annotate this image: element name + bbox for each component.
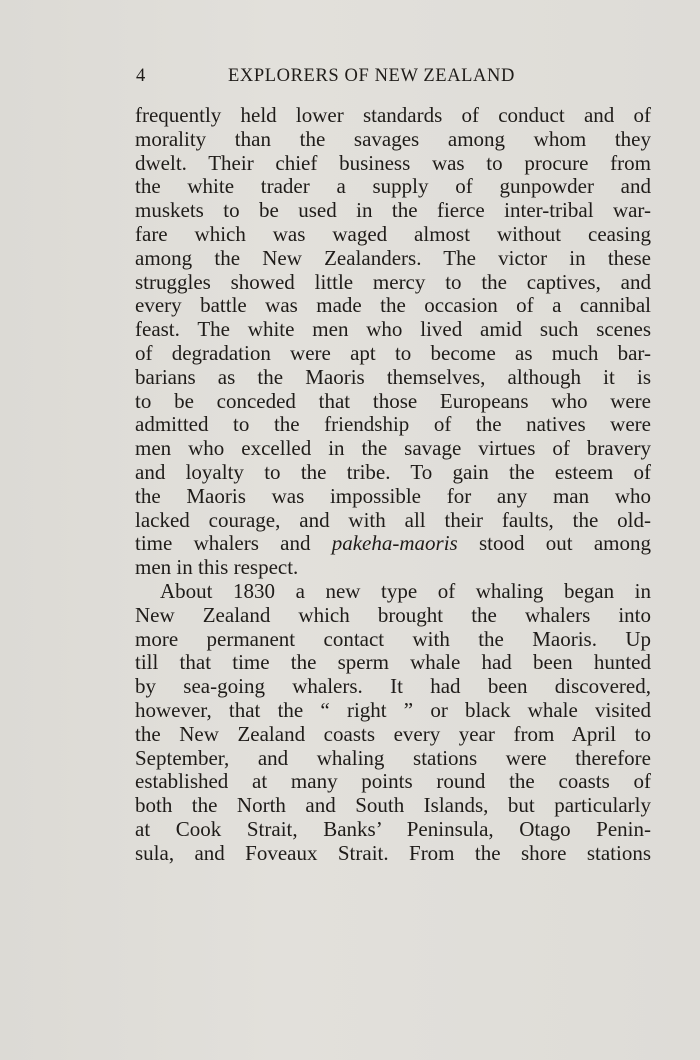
text-line: more permanent contact with the Maoris. Up (135, 626, 651, 651)
text-line: of degradation were apt to become as much bar- (135, 340, 651, 365)
text-line: and loyalty to the tribe. To gain the esteem of (135, 459, 651, 484)
page-header (136, 66, 650, 92)
text-line: New Zealand which brought the whalers into (135, 602, 651, 627)
text-line: men who excelled in the savage virtues of bravery (135, 436, 651, 461)
text-line: feast. The white men who lived amid such scenes (135, 317, 651, 342)
page-number: 4 (136, 66, 146, 86)
text-line: established at many points round the coasts of (135, 769, 651, 794)
text-line: both the North and South Islands, but particularly (135, 793, 651, 818)
text-line: admitted to the friendship of the natives were (135, 412, 651, 437)
text-segment: stood out among (457, 531, 651, 556)
text-line: the white trader a supply of gunpowder and (135, 174, 651, 199)
text-line-italic-phrase (135, 532, 651, 556)
text-line: barians as the Maoris themselves, although it is (135, 364, 651, 389)
text-line: sula, and Foveaux Strait. From the shore stations (135, 840, 651, 865)
body-text (135, 104, 651, 866)
text-line: however, that the “ right ” or black whale visited (135, 697, 651, 722)
text-line: fare which was waged almost without ceasing (135, 221, 651, 246)
text-line: struggles showed little mercy to the captives, and (135, 269, 651, 294)
paragraph-start-line: About 1830 a new type of whaling began in (160, 578, 651, 603)
paragraph-end-line: men in this respect. (135, 555, 299, 580)
text-line: at Cook Strait, Banks’ Peninsula, Otago Penin- (135, 816, 651, 841)
text-line: among the New Zealanders. The victor in these (135, 245, 651, 270)
text-line: lacked courage, and with all their faults, the old- (135, 507, 651, 532)
text-line: by sea-going whalers. It had been discovered, (135, 674, 651, 699)
text-line: every battle was made the occasion of a cannibal (135, 293, 651, 318)
italic-term: pakeha-maoris (331, 531, 458, 556)
text-line: to be conceded that those Europeans who were (135, 388, 651, 413)
text-line: muskets to be used in the fierce inter-tribal war- (135, 198, 651, 223)
running-head: EXPLORERS OF NEW ZEALAND (228, 66, 515, 86)
text-line: dwelt. Their chief business was to procure from (135, 150, 651, 175)
text-line: till that time the sperm whale had been hunted (135, 650, 651, 675)
text-line: September, and whaling stations were therefore (135, 745, 651, 770)
text-line: morality than the savages among whom they (135, 126, 651, 151)
text-line: the Maoris was impossible for any man who (135, 483, 651, 508)
text-segment: time whalers and (135, 531, 332, 556)
text-line: frequently held lower standards of conduct and of (135, 103, 651, 127)
text-line: the New Zealand coasts every year from April to (135, 721, 651, 746)
